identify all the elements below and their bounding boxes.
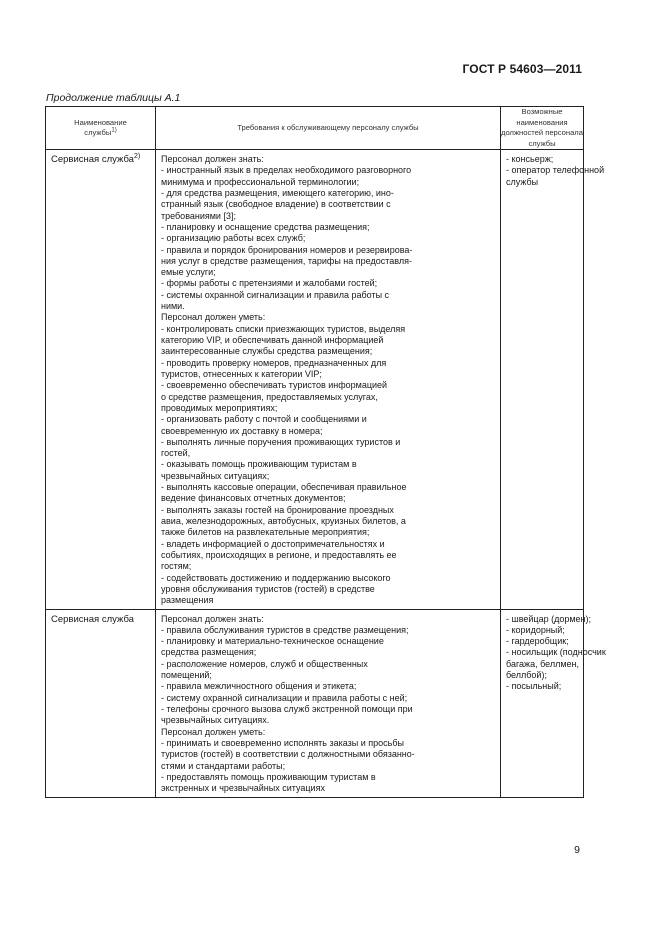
- requirement-line: гостей,: [161, 448, 191, 459]
- requirement-line: странный язык (свободное владение) в соответствии с: [161, 199, 391, 210]
- requirement-line: ними.: [161, 301, 185, 312]
- position-line: - носильщик (подносчик: [506, 647, 606, 658]
- requirement-line: - правила обслуживания туристов в средстве размещения;: [161, 624, 409, 635]
- requirements-table: [45, 106, 606, 798]
- positions-cell: [501, 150, 605, 610]
- requirement-line: - системы охранной сигнализации и правила работы с: [161, 289, 390, 300]
- document-code: ГОСТ Р 54603—2011: [462, 62, 582, 76]
- table-caption: Продолжение таблицы А.1: [46, 92, 181, 104]
- position-line: - оператор телефонной: [506, 165, 605, 176]
- header-service-name-line-2: службы$^{1)}$: [84, 127, 117, 137]
- requirement-line: - расположение номеров, служб и общественных: [161, 658, 368, 669]
- requirement-line: - телефоны срочного вызова служб экстренной помощи при: [161, 704, 413, 714]
- requirement-line: - проводить проверку номеров, предназначенных для: [161, 357, 387, 368]
- requirement-line: Персонал должен уметь:: [161, 312, 266, 323]
- requirement-line: - предоставлять помощь проживающим туристам в: [161, 771, 376, 782]
- position-line: - посыльный;: [506, 681, 562, 692]
- header-positions-line-2: должностей персонала: [501, 128, 583, 137]
- service-name: Сервисная служба: [51, 613, 134, 625]
- requirement-line: - своевременно обеспечивать туристов информацией: [161, 380, 388, 391]
- requirement-line: - организацию работы всех служб;: [161, 233, 306, 244]
- requirement-line: - правила межличностного общения и этикета;: [161, 681, 357, 692]
- requirement-line: ния услуг в средстве размещения, тарифы на предоставля-: [161, 255, 412, 266]
- requirement-line: - выполнять заказы гостей на бронирование проездных: [161, 504, 394, 515]
- requirement-line: - оказывать помощь проживающим туристам в: [161, 459, 357, 470]
- requirement-line: о средстве размещения, предоставляемых услугах,: [161, 391, 378, 402]
- requirement-line: стями и стандартами работы;: [161, 760, 286, 771]
- requirement-line: минимума и профессиональной терминологии;: [161, 176, 360, 187]
- requirement-line: проводимых мероприятиях;: [161, 402, 278, 413]
- requirement-line: Персонал должен уметь:: [161, 726, 266, 737]
- position-line: - коридорный;: [506, 624, 565, 635]
- requirement-line: авиа, железнодорожных, автобусных, круизных билетов, а: [161, 516, 406, 526]
- requirement-line: - систему охранной сигнализации и правила работы с ней;: [161, 692, 408, 703]
- requirement-line: категорию VIP, и обеспечивать данной информацией: [161, 335, 384, 345]
- requirements-cell: [156, 150, 501, 610]
- requirement-line: Персонал должен знать:: [161, 613, 264, 624]
- requirement-line: - для средства размещения, имеющего категорию, ино-: [161, 187, 394, 198]
- header-service-name-line-1: Наименование: [74, 117, 127, 127]
- requirement-line: - формы работы с претензиями и жалобами гостей;: [161, 278, 378, 289]
- requirement-line: чрезвычайных ситуациях;: [161, 470, 270, 481]
- requirement-line: Персонал должен знать:: [161, 154, 264, 164]
- requirement-line: чрезвычайных ситуациях.: [161, 715, 270, 726]
- requirement-line: требованиями [3];: [161, 210, 236, 221]
- service-name: Сервисная служба: [51, 154, 134, 165]
- requirement-line: уровня обслуживания туристов (гостей) в средстве: [161, 583, 375, 594]
- requirement-line: туристов, отнесенных к категории VIP;: [161, 368, 322, 379]
- requirement-line: экстренных и чрезвычайных ситуациях: [161, 783, 325, 794]
- requirement-line: средства размещения;: [161, 647, 257, 658]
- requirement-line: ведение финансовых отчетных документов;: [161, 493, 346, 504]
- requirement-line: заинтересованные службы средства размещения;: [161, 346, 373, 357]
- requirement-line: гостям;: [161, 561, 192, 572]
- service-name-cell: [46, 609, 156, 797]
- requirement-line: - контролировать списки приезжающих туристов, выделяя: [161, 323, 406, 334]
- footnote-mark: 2): [133, 152, 141, 160]
- requirement-line: - выполнять личные поручения проживающих туристов и: [161, 436, 401, 447]
- requirement-line: емые услуги;: [161, 267, 216, 278]
- requirement-line: - иностранный язык в пределах необходимого разговорного: [161, 165, 412, 176]
- requirement-line: - организовать работу с почтой и сообщениями и: [161, 414, 367, 425]
- position-line: службы: [506, 176, 539, 187]
- position-line: беллбой);: [506, 670, 547, 681]
- requirement-line: также билетов на развлекательные мероприятия;: [161, 527, 370, 538]
- requirement-line: - выполнять кассовые операции, обеспечивая правильное: [161, 482, 407, 493]
- table-row: [46, 609, 584, 797]
- position-line: - швейцар (дормен);: [506, 613, 592, 624]
- positions-cell: [501, 609, 606, 797]
- position-line: - консьерж;: [506, 154, 554, 164]
- requirement-line: - планировку и оснащение средства размещения;: [161, 221, 370, 232]
- requirement-line: размещения: [161, 595, 214, 606]
- position-line: багажа, беллмен,: [506, 658, 579, 669]
- requirement-line: туристов (гостей) в соответствии с должностными обязанно-: [161, 749, 415, 760]
- header-requirements: Требования к обслуживающему персоналу службы: [156, 107, 501, 150]
- requirement-line: помещений;: [161, 670, 212, 681]
- requirements-cell: [156, 609, 501, 797]
- table-row: [46, 150, 584, 610]
- position-line: - гардеробщик;: [506, 636, 569, 647]
- service-name-cell: [46, 150, 156, 610]
- table-header-row: [46, 107, 584, 150]
- page-number: 9: [574, 844, 580, 856]
- requirement-line: - содействовать достижению и поддержанию высокого: [161, 572, 391, 583]
- requirement-line: - правила и порядок бронирования номеров и резервирова-: [161, 244, 413, 255]
- requirement-line: - планировку и материально-техническое оснащение: [161, 636, 384, 647]
- requirement-line: своевременную их доставку в номера;: [161, 425, 323, 436]
- requirement-line: - принимать и своевременно исполнять заказы и просьбы: [161, 737, 404, 748]
- header-positions-line-3: службы: [528, 138, 556, 148]
- header-positions: [501, 107, 584, 150]
- header-service-name: [46, 107, 156, 150]
- requirement-line: событиях, происходящих в регионе, и предоставлять ее: [161, 549, 397, 560]
- header-footnote-mark: 1): [111, 127, 117, 134]
- header-positions-line-1: Возможные наименования: [516, 107, 568, 127]
- requirement-line: - владеть информацией о достопримечательностях и: [161, 538, 385, 549]
